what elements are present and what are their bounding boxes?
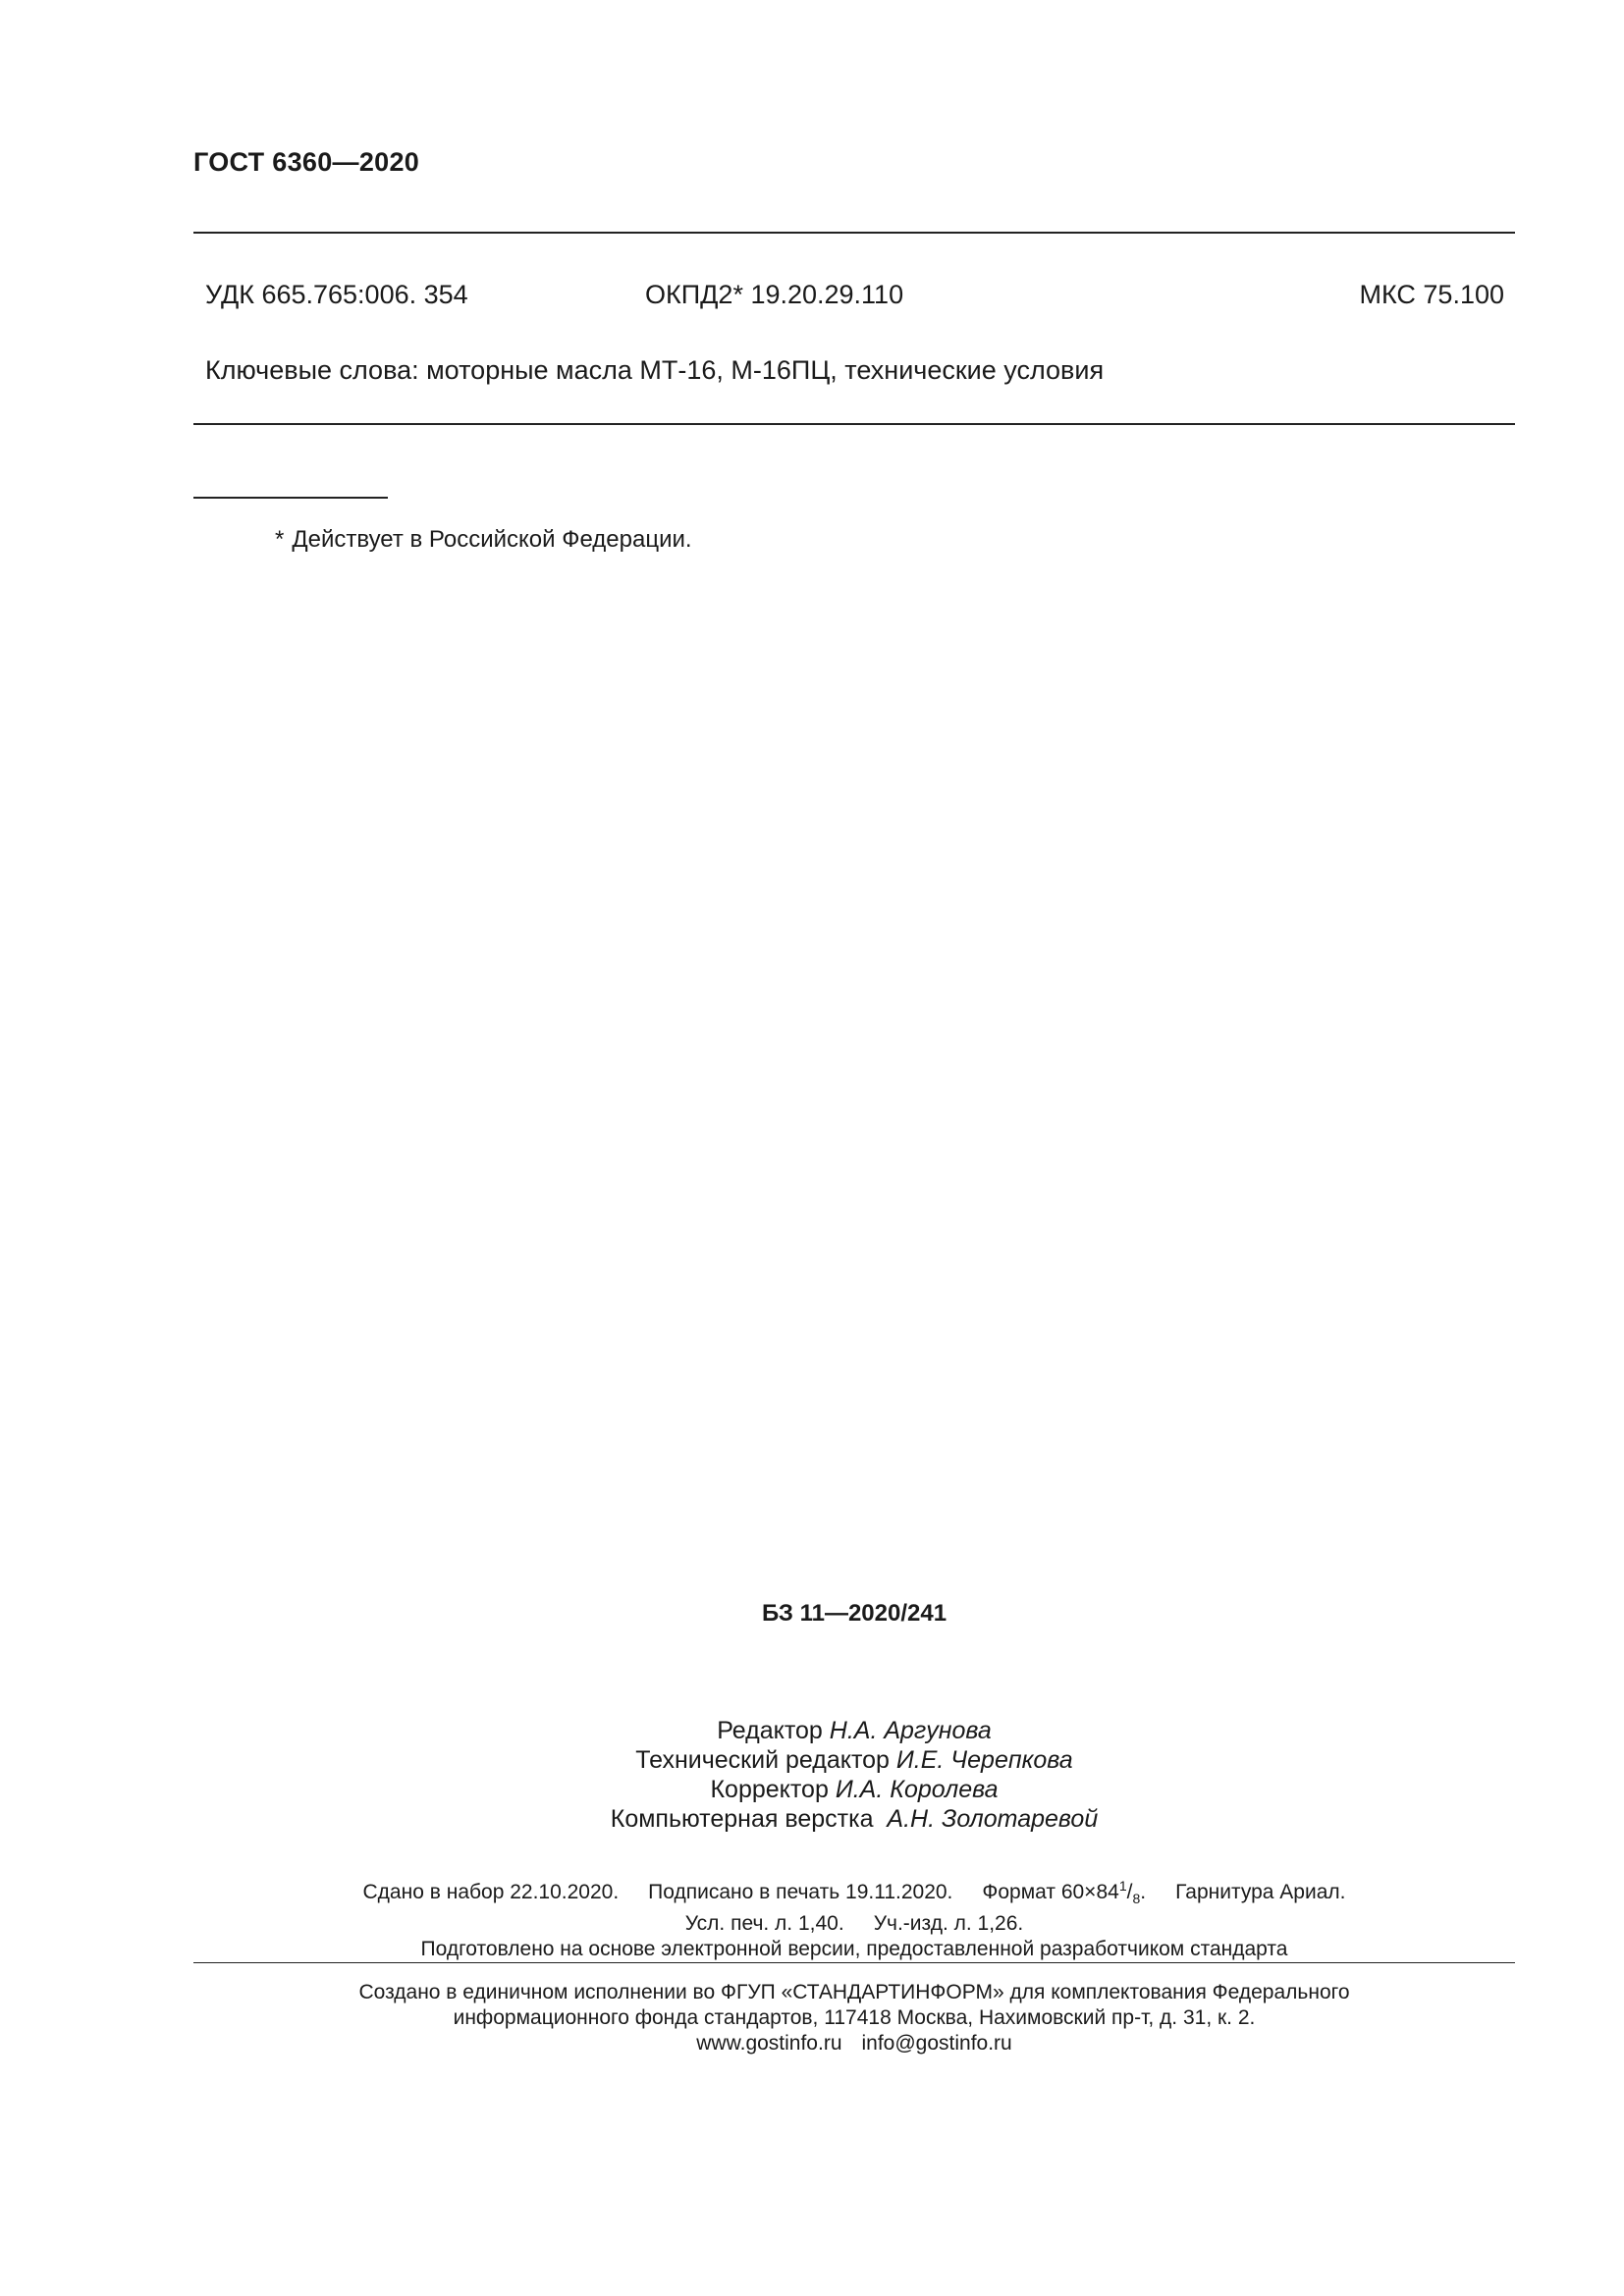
typeface: Гарнитура Ариал. xyxy=(1175,1881,1346,1903)
okpd-code: ОКПД2* 19.20.29.110 xyxy=(645,280,904,309)
prepared-note: Подготовлено на основе электронной версии, предоставленной разработчиком стандарта xyxy=(420,1938,1288,1961)
document-designation: ГОСТ 6360—2020 xyxy=(193,147,420,177)
submitted-date: Сдано в набор 22.10.2020. xyxy=(362,1881,620,1903)
udk-code: УДК 665.765:006. 354 xyxy=(205,280,468,309)
print-sheets: Усл. печ. л. 1,40. xyxy=(684,1912,844,1936)
credit-name: А.Н. Золотаревой xyxy=(887,1805,1099,1833)
publisher-line-1: Создано в единичном исполнении во ФГУП «СТАНДАРТИНФОРМ» для комплектования Федерального xyxy=(358,1981,1350,2003)
signed-date: Подписано в печать 19.11.2020. xyxy=(648,1881,953,1903)
credit-role: Корректор xyxy=(710,1776,829,1803)
publisher-block xyxy=(193,1980,1515,2056)
credits-block xyxy=(193,1716,1515,1834)
credit-role: Компьютерная верстка xyxy=(610,1805,874,1833)
paper-format: Формат $60\times 84^1/_8$. xyxy=(982,1878,1147,1907)
credit-role: Технический редактор xyxy=(635,1746,890,1774)
footnote-marker: * xyxy=(275,526,285,553)
keywords-divider xyxy=(193,423,1515,425)
email-link[interactable]: info@gostinfo.ru xyxy=(861,2032,1012,2055)
publisher-line-2: информационного фонда стандартов, 117418 Москва, Нахимовский пр-т, д. 31, к. 2. xyxy=(453,2006,1256,2029)
credit-role: Редактор xyxy=(717,1717,823,1744)
footnote-divider xyxy=(193,497,388,499)
credit-name: Н.А. Аргунова xyxy=(829,1717,992,1744)
print-info-block xyxy=(193,1873,1515,1962)
credit-editor xyxy=(193,1716,1515,1745)
credit-name: И.А. Королева xyxy=(835,1776,999,1803)
keywords-line: Ключевые слова: моторные масла МТ-16, М-16ПЦ, технические условия xyxy=(205,355,1105,385)
top-divider xyxy=(193,232,1515,234)
credit-proofreader xyxy=(193,1775,1515,1804)
publishing-sheets: Уч.-изд. л. 1,26. xyxy=(873,1912,1024,1936)
mks-code: МКС 75.100 xyxy=(1359,280,1504,309)
footnote-text: Действует в Российской Федерации. xyxy=(292,526,692,553)
print-info-line-2 xyxy=(193,1911,1515,1937)
publisher-contacts xyxy=(193,2031,1515,2056)
credit-name: И.Е. Черепкова xyxy=(895,1746,1073,1774)
credit-layout xyxy=(193,1804,1515,1834)
credit-tech-editor xyxy=(193,1745,1515,1775)
bz-number: БЗ 11—2020/241 xyxy=(761,1600,947,1627)
footnote xyxy=(275,526,692,554)
publisher-divider xyxy=(193,1962,1515,1963)
print-info-line-1 xyxy=(193,1873,1515,1911)
website-link[interactable]: www.gostinfo.ru xyxy=(696,2032,842,2055)
